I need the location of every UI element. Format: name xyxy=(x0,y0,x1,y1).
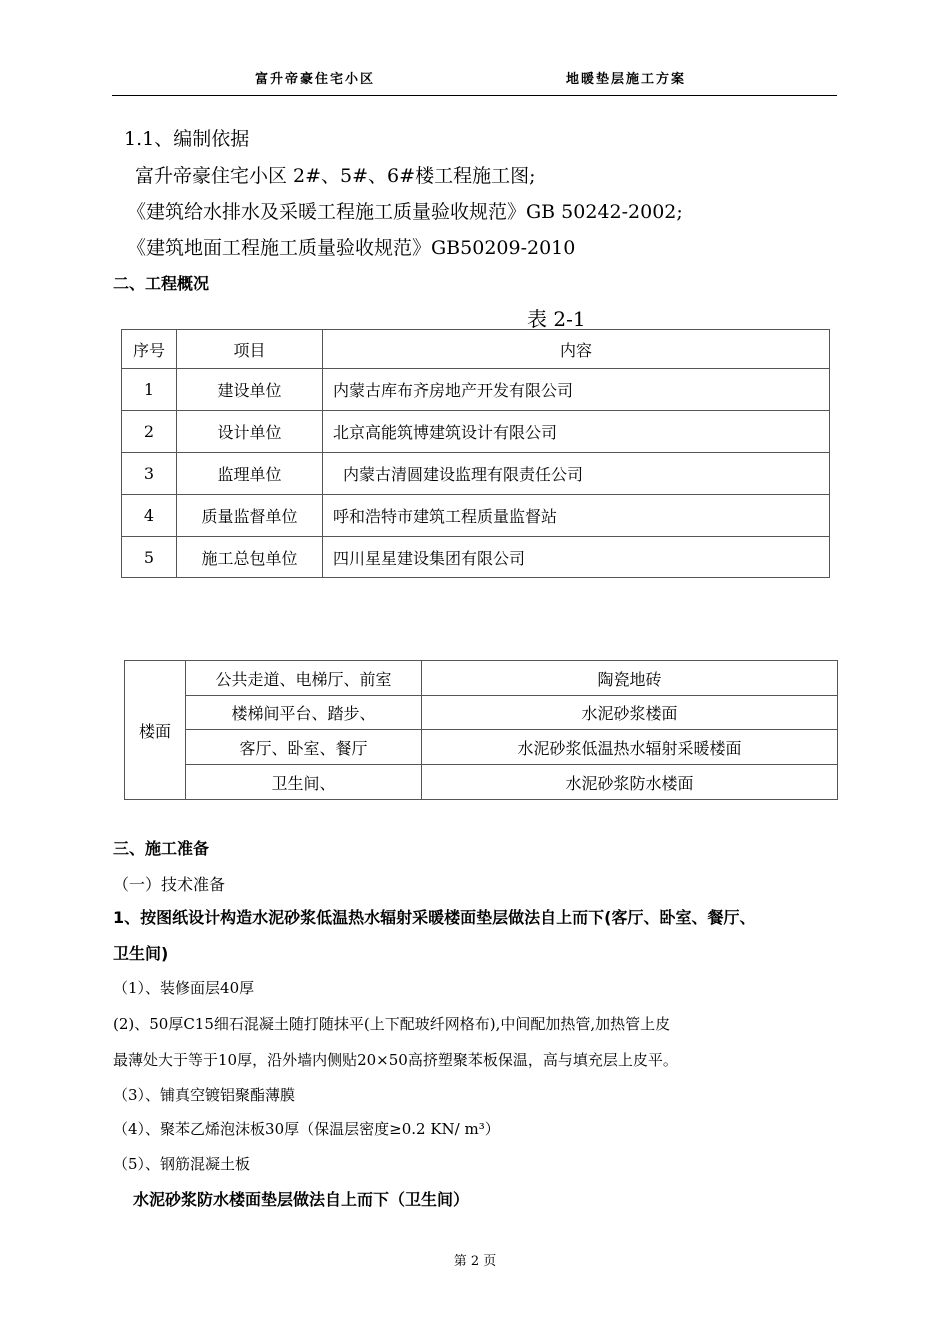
floor-group-label: 楼面 xyxy=(125,661,186,800)
floor-finish-table xyxy=(124,660,838,800)
section-2-title: 二、工程概况 xyxy=(113,274,210,293)
row-content: 内蒙古清圆建设监理有限责任公司 xyxy=(323,453,830,495)
table-header-row xyxy=(122,330,830,369)
row-item: 设计单位 xyxy=(177,411,323,453)
floor-area: 楼梯间平台、踏步、 xyxy=(186,696,422,730)
floor-area: 卫生间、 xyxy=(186,765,422,800)
floor-finish: 水泥砂浆低温热水辐射采暖楼面 xyxy=(422,730,838,765)
header-cell-content: 内容 xyxy=(323,330,830,369)
row-content: 内蒙古库布齐房地产开发有限公司 xyxy=(323,369,830,411)
step-1: （1）、装修面层40厚 xyxy=(113,979,255,997)
step-5: （5）、钢筋混凝土板 xyxy=(113,1155,251,1173)
item-2-title: 水泥砂浆防水楼面垫层做法自上而下（卫生间） xyxy=(133,1190,470,1209)
basis-line-1: 富升帝豪住宅小区 2#、5#、6#楼工程施工图; xyxy=(135,165,536,187)
floor-finish: 陶瓷地砖 xyxy=(422,661,838,696)
floor-row xyxy=(125,661,838,696)
basis-line-3: 《建筑地面工程施工质量验收规范》GB50209-2010 xyxy=(127,237,576,259)
floor-row xyxy=(125,765,838,800)
item-1-line-2: 卫生间) xyxy=(113,944,169,963)
table-row xyxy=(122,537,830,578)
floor-row xyxy=(125,696,838,730)
header-right: 地暖垫层施工方案 xyxy=(566,72,687,87)
header-cell-index: 序号 xyxy=(122,330,177,369)
table-caption: 表 2-1 xyxy=(527,307,586,331)
row-content: 呼和浩特市建筑工程质量监督站 xyxy=(323,495,830,537)
step-2-line-2: 最薄处大于等于10厚，沿外墙内侧贴20×50高挤塑聚苯板保温，高与填充层上皮平。 xyxy=(113,1051,678,1069)
table-row xyxy=(122,411,830,453)
row-index: 3 xyxy=(122,453,177,495)
header-left: 富升帝豪住宅小区 xyxy=(255,72,376,87)
floor-area: 客厅、卧室、餐厅 xyxy=(186,730,422,765)
row-index: 4 xyxy=(122,495,177,537)
floor-finish: 水泥砂浆防水楼面 xyxy=(422,765,838,800)
row-item: 质量监督单位 xyxy=(177,495,323,537)
section-1-1-title: 1.1、编制依据 xyxy=(124,128,250,150)
table-row xyxy=(122,495,830,537)
step-3: （3）、铺真空镀铝聚酯薄膜 xyxy=(113,1086,296,1104)
section-3-title: 三、施工准备 xyxy=(113,839,210,858)
header-cell-item: 项目 xyxy=(177,330,323,369)
row-index: 5 xyxy=(122,537,177,578)
floor-row xyxy=(125,730,838,765)
step-2-line-1: (2)、50厚C15细石混凝土随打随抹平(上下配玻纤网格布),中间配加热管,加热管上皮 xyxy=(113,1015,671,1033)
row-item: 施工总包单位 xyxy=(177,537,323,578)
basis-line-2: 《建筑给水排水及采暖工程施工质量验收规范》GB 50242-2002; xyxy=(127,201,683,223)
table-row xyxy=(122,369,830,411)
header-divider xyxy=(112,95,837,96)
floor-area: 公共走道、电梯厅、前室 xyxy=(186,661,422,696)
row-content: 北京高能筑博建筑设计有限公司 xyxy=(323,411,830,453)
row-item: 建设单位 xyxy=(177,369,323,411)
row-index: 2 xyxy=(122,411,177,453)
step-4: （4）、聚苯乙烯泡沫板30厚（保温层密度≥0.2 KN/ m³） xyxy=(113,1120,500,1138)
table-row xyxy=(122,453,830,495)
item-1-line-1: 1、按图纸设计构造水泥砂浆低温热水辐射采暖楼面垫层做法自上而下(客厅、卧室、餐厅、 xyxy=(113,908,756,927)
row-content: 四川星星建设集团有限公司 xyxy=(323,537,830,578)
overview-table xyxy=(121,329,830,578)
row-index: 1 xyxy=(122,369,177,411)
page-number: 第 2 页 xyxy=(453,1254,497,1269)
floor-finish: 水泥砂浆楼面 xyxy=(422,696,838,730)
tech-prep-subtitle: （一）技术准备 xyxy=(113,875,226,894)
row-item: 监理单位 xyxy=(177,453,323,495)
